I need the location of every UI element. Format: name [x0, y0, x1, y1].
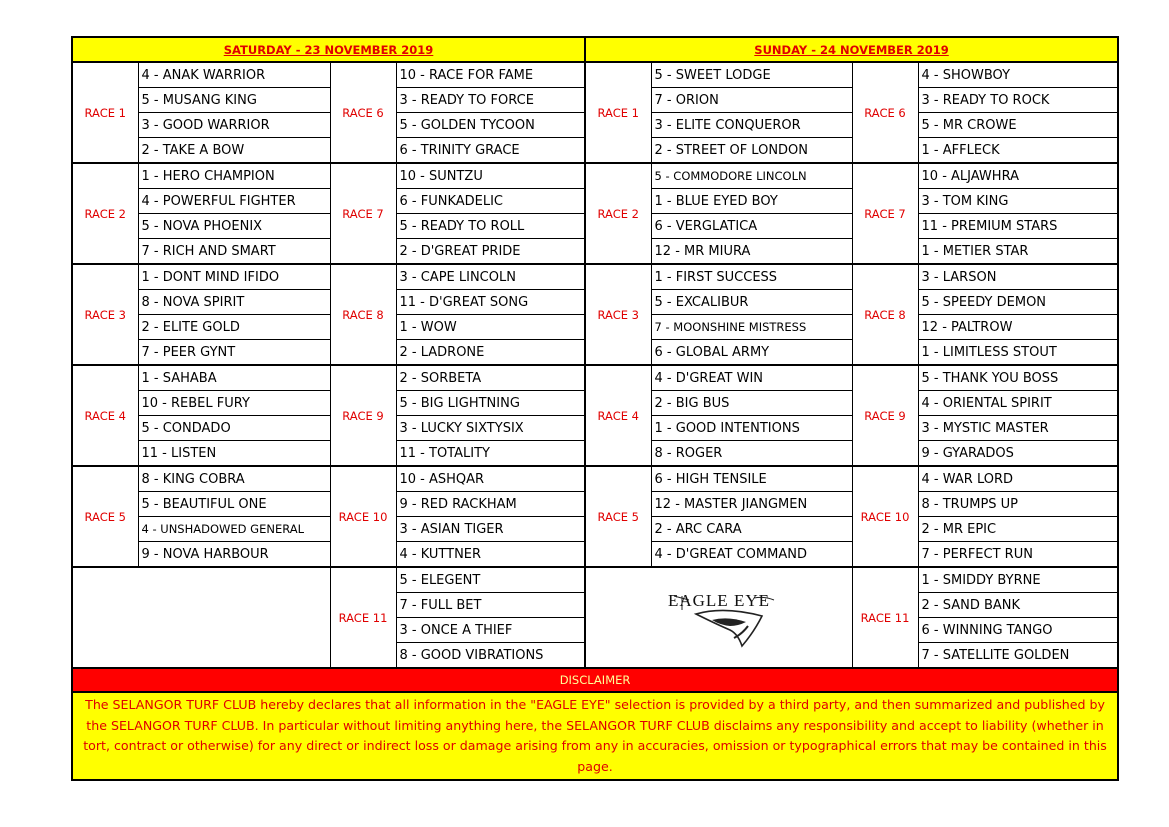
horse-entry: 1 - GOOD INTENTIONS: [651, 416, 852, 441]
race-label: RACE 2: [585, 163, 651, 264]
horse-entry: 3 - LUCKY SIXTYSIX: [396, 416, 585, 441]
table-row: [72, 567, 1118, 593]
horse-entry: 6 - TRINITY GRACE: [396, 138, 585, 164]
horse-entry: 5 - READY TO ROLL: [396, 214, 585, 239]
disclaimer-title: DISCLAIMER: [72, 668, 1118, 692]
race-label: RACE 9: [852, 365, 918, 466]
horse-entry: 1 - BLUE EYED BOY: [651, 189, 852, 214]
disclaimer-text: The SELANGOR TURF CLUB hereby declares that all information in the "EAGLE EYE" selection is provided by a third party, and then summarized and published by the SELANGOR TURF CLUB. In particular without limiting anything here, the SELANGOR TURF CLUB disclaims any responsibility and accept to liability (whether in tort, contract or otherwise) for any direct or indirect loss or damage arising from any in accuracies, omission or typographical errors that may be contained in this page.: [72, 692, 1118, 780]
race-label: RACE 3: [585, 264, 651, 365]
race-label: RACE 6: [330, 62, 396, 163]
horse-entry: 2 - SAND BANK: [918, 593, 1118, 618]
eagle-eye-logo-icon: [634, 576, 804, 656]
horse-entry: 3 - MYSTIC MASTER: [918, 416, 1118, 441]
horse-entry: 5 - MR CROWE: [918, 113, 1118, 138]
horse-entry: 5 - MUSANG KING: [138, 88, 330, 113]
horse-entry: 12 - MASTER JIANGMEN: [651, 492, 852, 517]
table-row: [72, 466, 1118, 492]
race-label: RACE 8: [852, 264, 918, 365]
horse-entry: 2 - D'GREAT PRIDE: [396, 239, 585, 265]
horse-entry: 1 - SAHABA: [138, 365, 330, 391]
horse-entry: 1 - DONT MIND IFIDO: [138, 264, 330, 290]
horse-entry: 7 - ORION: [651, 88, 852, 113]
horse-entry: 1 - SMIDDY BYRNE: [918, 567, 1118, 593]
horse-entry: 5 - NOVA PHOENIX: [138, 214, 330, 239]
horse-entry: 3 - ONCE A THIEF: [396, 618, 585, 643]
race-label: RACE 11: [330, 567, 396, 668]
horse-entry: 4 - KUTTNER: [396, 542, 585, 568]
horse-entry: 10 - REBEL FURY: [138, 391, 330, 416]
race-label: RACE 4: [72, 365, 138, 466]
race-label: RACE 5: [72, 466, 138, 567]
horse-entry: 6 - HIGH TENSILE: [651, 466, 852, 492]
horse-entry: 6 - FUNKADELIC: [396, 189, 585, 214]
table-row: [72, 62, 1118, 88]
race-label: RACE 1: [72, 62, 138, 163]
horse-entry: 7 - MOONSHINE MISTRESS: [651, 315, 852, 340]
horse-entry: 5 - SPEEDY DEMON: [918, 290, 1118, 315]
race-label: RACE 5: [585, 466, 651, 567]
horse-entry: 2 - BIG BUS: [651, 391, 852, 416]
horse-entry: 3 - ELITE CONQUEROR: [651, 113, 852, 138]
race-label: RACE 4: [585, 365, 651, 466]
horse-entry: 10 - RACE FOR FAME: [396, 62, 585, 88]
horse-entry: 11 - TOTALITY: [396, 441, 585, 467]
horse-entry: 8 - NOVA SPIRIT: [138, 290, 330, 315]
horse-entry: 2 - ELITE GOLD: [138, 315, 330, 340]
horse-entry: 1 - WOW: [396, 315, 585, 340]
horse-entry: 4 - D'GREAT WIN: [651, 365, 852, 391]
horse-entry: 11 - LISTEN: [138, 441, 330, 467]
horse-entry: 5 - CONDADO: [138, 416, 330, 441]
horse-entry: 9 - RED RACKHAM: [396, 492, 585, 517]
horse-entry: 2 - MR EPIC: [918, 517, 1118, 542]
horse-entry: 3 - TOM KING: [918, 189, 1118, 214]
horse-entry: 5 - BEAUTIFUL ONE: [138, 492, 330, 517]
horse-entry: 10 - ALJAWHRA: [918, 163, 1118, 189]
horse-entry: 6 - GLOBAL ARMY: [651, 340, 852, 366]
horse-entry: 1 - LIMITLESS STOUT: [918, 340, 1118, 366]
horse-entry: 9 - NOVA HARBOUR: [138, 542, 330, 568]
horse-entry: 8 - GOOD VIBRATIONS: [396, 643, 585, 669]
horse-entry: 3 - CAPE LINCOLN: [396, 264, 585, 290]
race-label: RACE 8: [330, 264, 396, 365]
horse-entry: 4 - D'GREAT COMMAND: [651, 542, 852, 568]
horse-entry: 8 - ROGER: [651, 441, 852, 467]
table-row: [72, 264, 1118, 290]
horse-entry: 1 - FIRST SUCCESS: [651, 264, 852, 290]
horse-entry: 4 - POWERFUL FIGHTER: [138, 189, 330, 214]
empty-cell: [72, 567, 330, 668]
horse-entry: 2 - STREET OF LONDON: [651, 138, 852, 164]
table-row: [72, 163, 1118, 189]
horse-entry: 5 - COMMODORE LINCOLN: [651, 163, 852, 189]
eagle-eye-logo: [585, 567, 852, 668]
horse-entry: 5 - THANK YOU BOSS: [918, 365, 1118, 391]
horse-entry: 12 - PALTROW: [918, 315, 1118, 340]
horse-entry: 5 - SWEET LODGE: [651, 62, 852, 88]
horse-entry: 2 - TAKE A BOW: [138, 138, 330, 164]
horse-entry: 3 - READY TO FORCE: [396, 88, 585, 113]
race-label: RACE 6: [852, 62, 918, 163]
logo-text: EAGLE EYE: [667, 590, 770, 610]
horse-entry: 5 - EXCALIBUR: [651, 290, 852, 315]
horse-entry: 3 - GOOD WARRIOR: [138, 113, 330, 138]
horse-entry: 2 - SORBETA: [396, 365, 585, 391]
horse-entry: 5 - ELEGENT: [396, 567, 585, 593]
horse-entry: 1 - AFFLECK: [918, 138, 1118, 164]
race-label: RACE 10: [330, 466, 396, 567]
horse-entry: 8 - TRUMPS UP: [918, 492, 1118, 517]
race-label: RACE 1: [585, 62, 651, 163]
horse-entry: 10 - ASHQAR: [396, 466, 585, 492]
horse-entry: 2 - ARC CARA: [651, 517, 852, 542]
horse-entry: 10 - SUNTZU: [396, 163, 585, 189]
horse-entry: 7 - SATELLITE GOLDEN: [918, 643, 1118, 669]
horse-entry: 9 - GYARADOS: [918, 441, 1118, 467]
horse-entry: 8 - KING COBRA: [138, 466, 330, 492]
horse-entry: 12 - MR MIURA: [651, 239, 852, 265]
race-label: RACE 11: [852, 567, 918, 668]
horse-entry: 6 - VERGLATICA: [651, 214, 852, 239]
race-label: RACE 7: [330, 163, 396, 264]
race-label: RACE 7: [852, 163, 918, 264]
horse-entry: 7 - RICH AND SMART: [138, 239, 330, 265]
horse-entry: 1 - HERO CHAMPION: [138, 163, 330, 189]
sunday-date-header: SUNDAY - 24 NOVEMBER 2019: [585, 37, 1118, 62]
horse-entry: 5 - GOLDEN TYCOON: [396, 113, 585, 138]
horse-entry: 4 - WAR LORD: [918, 466, 1118, 492]
horse-entry: 7 - FULL BET: [396, 593, 585, 618]
horse-entry: 7 - PEER GYNT: [138, 340, 330, 366]
race-selection-table: [71, 36, 1119, 781]
horse-entry: 4 - UNSHADOWED GENERAL: [138, 517, 330, 542]
horse-entry: 11 - D'GREAT SONG: [396, 290, 585, 315]
horse-entry: 7 - PERFECT RUN: [918, 542, 1118, 568]
horse-entry: 3 - LARSON: [918, 264, 1118, 290]
saturday-date-header: SATURDAY - 23 NOVEMBER 2019: [72, 37, 585, 62]
horse-entry: 6 - WINNING TANGO: [918, 618, 1118, 643]
horse-entry: 4 - ORIENTAL SPIRIT: [918, 391, 1118, 416]
race-label: RACE 3: [72, 264, 138, 365]
horse-entry: 11 - PREMIUM STARS: [918, 214, 1118, 239]
horse-entry: 5 - BIG LIGHTNING: [396, 391, 585, 416]
horse-entry: 3 - READY TO ROCK: [918, 88, 1118, 113]
horse-entry: 4 - SHOWBOY: [918, 62, 1118, 88]
race-label: RACE 2: [72, 163, 138, 264]
race-label: RACE 10: [852, 466, 918, 567]
race-label: RACE 9: [330, 365, 396, 466]
horse-entry: 3 - ASIAN TIGER: [396, 517, 585, 542]
horse-entry: 4 - ANAK WARRIOR: [138, 62, 330, 88]
table-row: [72, 365, 1118, 391]
horse-entry: 1 - METIER STAR: [918, 239, 1118, 265]
horse-entry: 2 - LADRONE: [396, 340, 585, 366]
